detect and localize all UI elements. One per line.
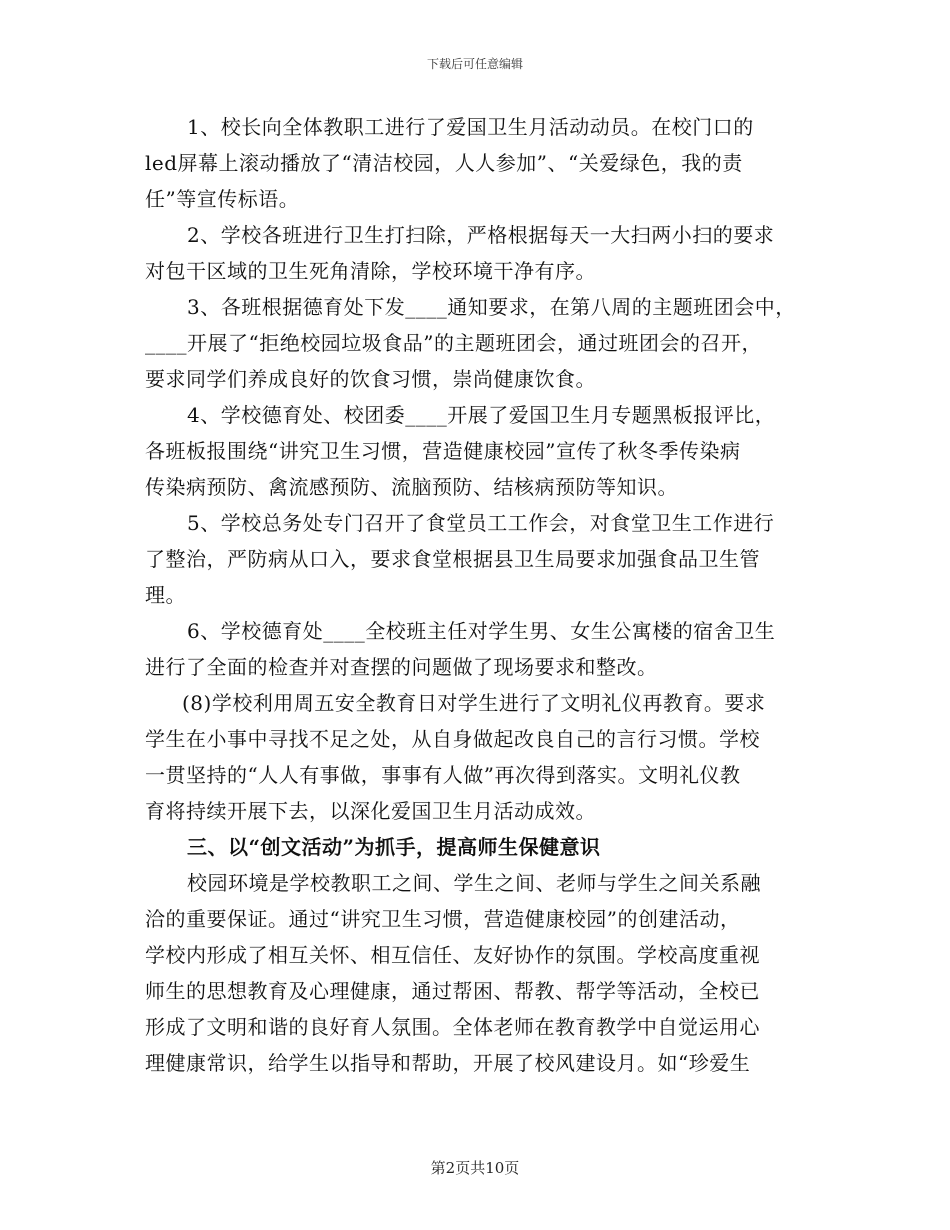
paragraph-line: led屏幕上滚动播放了“清洁校园，人人参加”、“关爱绿色，我的责 (145, 151, 743, 175)
paragraph-line: ____开展了“拒绝校园垃圾食品”的主题班团会，通过班团会的召开， (145, 331, 762, 355)
header-note: 下载后可任意编辑 (426, 57, 523, 71)
paragraph-line: 理。 (145, 583, 186, 607)
paragraph-line: 理健康常识，给学生以指导和帮助，开展了校风建设月。如“珍爱生 (145, 1051, 751, 1075)
paragraph-line: 了整治，严防病从口入，要求食堂根据县卫生局要求加强食品卫生管 (145, 547, 760, 571)
paragraph-line: 3、各班根据德育处下发____通知要求，在第八周的主题班团会中， (187, 295, 796, 319)
paragraph-line: 育将持续开展下去，以深化爱国卫生月活动成效。 (145, 799, 596, 823)
paragraph-line: 学校内形成了相互关怀、相互信任、友好协作的氛围。学校高度重视 (145, 943, 760, 967)
paragraph-line: 传染病预防、禽流感预防、流脑预防、结核病预防等知识。 (145, 475, 678, 499)
section-heading: 三、以“创文活动”为抓手，提高师生保健意识 (187, 835, 601, 859)
paragraph-line: 各班板报围绕“讲究卫生习惯，营造健康校园”宣传了秋冬季传染病 (145, 439, 741, 463)
paragraph-line: 校园环境是学校教职工之间、学生之间、老师与学生之间关系融 (187, 871, 761, 895)
paragraph-line: 对包干区域的卫生死角清除，学校环境干净有序。 (145, 259, 596, 283)
paragraph-line: (8)学校利用周五安全教育日对学生进行了文明礼仪再教育。要求 (182, 691, 766, 715)
paragraph-line: 形成了文明和谐的良好育人氛围。全体老师在教育教学中自觉运用心 (145, 1015, 760, 1039)
paragraph-line: 5、学校总务处专门召开了食堂员工工作会，对食堂卫生工作进行 (187, 511, 775, 535)
document-body (145, 109, 815, 1081)
paragraph-line: 进行了全面的检查并对查摆的问题做了现场要求和整改。 (145, 655, 658, 679)
paragraph-line: 4、学校德育处、校团委____开展了爱国卫生月专题黑板报评比， (187, 403, 776, 427)
paragraph-line: 任”等宣传标语。 (145, 187, 300, 211)
paragraph-line: 师生的思想教育及心理健康，通过帮困、帮教、帮学等活动，全校已 (145, 979, 760, 1003)
paragraph-line: 洽的重要保证。通过“讲究卫生习惯，营造健康校园”的创建活动， (145, 907, 741, 931)
paragraph-line: 一贯坚持的“人人有事做，事事有人做”再次得到落实。文明礼仪教 (145, 763, 741, 787)
page-number: 第2页共10页 (430, 1159, 520, 1177)
paragraph-line: 6、学校德育处____全校班主任对学生男、女生公寓楼的宿舍卫生 (187, 619, 776, 643)
paragraph-line: 2、学校各班进行卫生打扫除，严格根据每天一大扫两小扫的要求 (187, 223, 775, 247)
paragraph-line: 要求同学们养成良好的饮食习惯，崇尚健康饮食。 (145, 367, 596, 391)
paragraph-line: 学生在小事中寻找不足之处，从自身做起改良自己的言行习惯。学校 (145, 727, 760, 751)
paragraph-line: 1、校长向全体教职工进行了爱国卫生月活动动员。在校门口的 (187, 115, 754, 139)
